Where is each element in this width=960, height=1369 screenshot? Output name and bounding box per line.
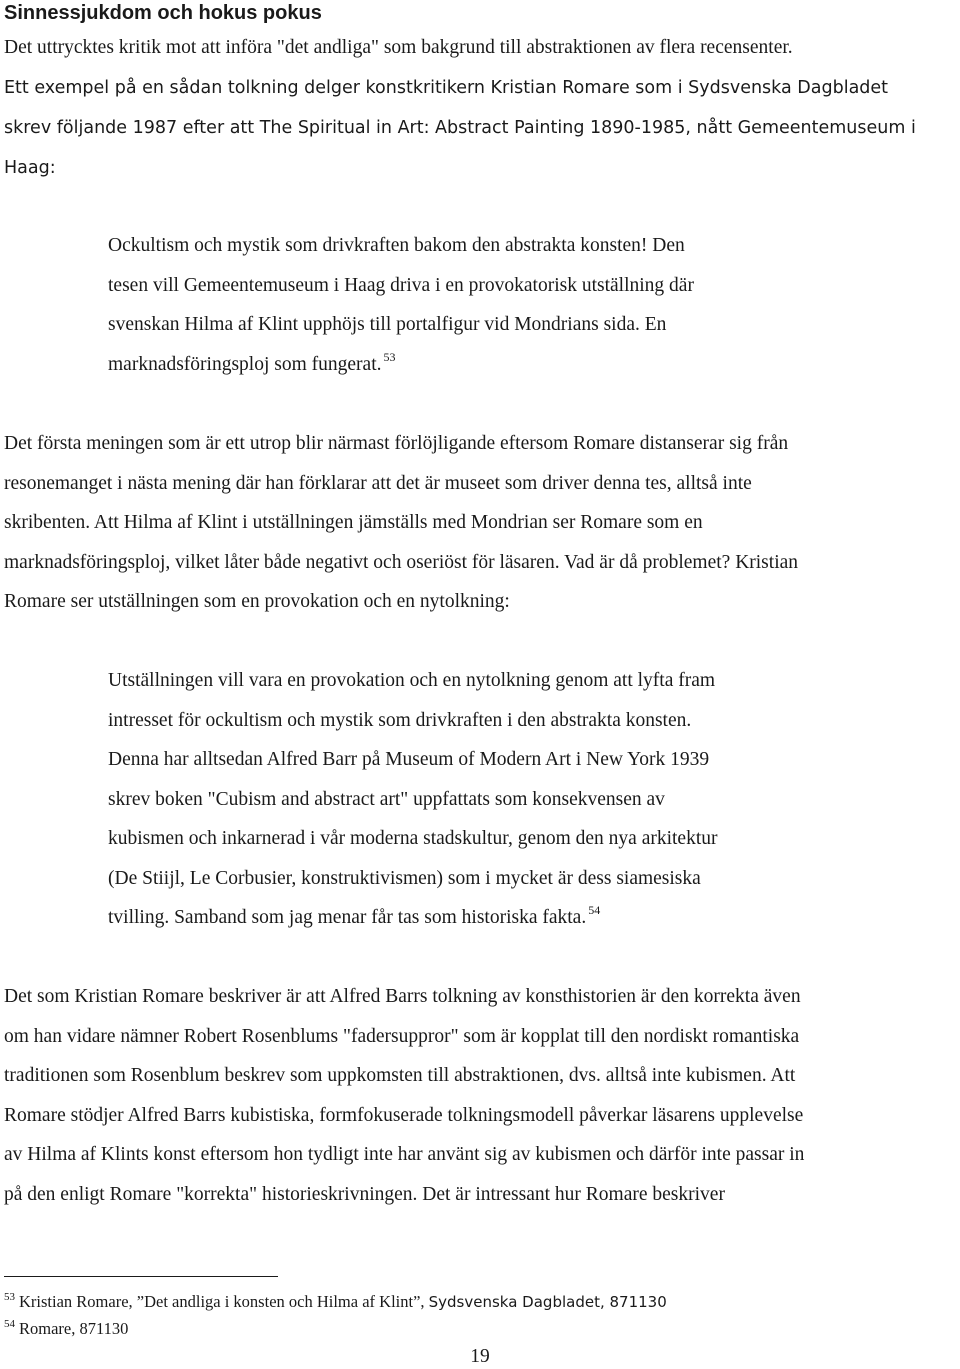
footnote-separator bbox=[4, 1276, 278, 1277]
footnote-ref-53[interactable]: 53 bbox=[383, 350, 396, 364]
footnote-ref-54[interactable]: 54 bbox=[588, 903, 601, 917]
paragraph-2-line-2: resonemanget i nästa mening där han förklarar att det är museet som driver denna tes, alltså inte bbox=[4, 473, 752, 494]
intro-paragraph-line-4: Haag: bbox=[4, 158, 56, 178]
paragraph-3-line-3: traditionen som Rosenblum beskrev som uppkomsten till abstraktionen, dvs. alltså inte kubismen. Att bbox=[4, 1065, 796, 1086]
footnote-54: $^{54}$ Romare, 871130 bbox=[4, 1318, 129, 1338]
intro-paragraph-line-3: skrev följande 1987 efter att The Spiritual in Art: Abstract Painting 1890-1985, nått Gemeentemuseum i bbox=[4, 118, 916, 138]
quote-2-line-3: Denna har alltsedan Alfred Barr på Museum of Modern Art i New York 1939 bbox=[108, 749, 710, 770]
intro-paragraph-line-2: Ett exempel på en sådan tolkning delger konstkritikern Kristian Romare som i Sydsvenska Dagbladet bbox=[4, 78, 889, 98]
paragraph-2-line-3: skribenten. Att Hilma af Klint i utställningen jämställs med Mondrian ser Romare som en bbox=[4, 512, 703, 533]
quote-2-line-7: tvilling. Samband som jag menar får tas som historiska fakta. $^{54}$ bbox=[108, 903, 601, 928]
quote-1-line-4: marknadsföringsploj som fungerat. $^{53}$ bbox=[108, 350, 396, 375]
section-heading: Sinnessjukdom och hokus pokus bbox=[4, 2, 322, 24]
quote-2-line-4: skrev boken "Cubism and abstract art" uppfattats som konsekvensen av bbox=[108, 789, 665, 810]
paragraph-3-line-5: av Hilma af Klints konst eftersom hon tydligt inte har använt sig av kubismen och därför inte passar in bbox=[4, 1144, 805, 1165]
paragraph-3-line-1: Det som Kristian Romare beskriver är att Alfred Barrs tolkning av konsthistorien är den korrekta även bbox=[4, 986, 801, 1007]
paragraph-2-line-4: marknadsföringsploj, vilket låter både negativt och oseriöst för läsaren. Vad är då problemet? Kristian bbox=[4, 552, 799, 573]
quote-2-line-2: intresset för ockultism och mystik som drivkraften i den abstrakta konsten. bbox=[108, 710, 692, 731]
paragraph-2-line-1: Det första meningen som är ett utrop blir närmast förlöjligande eftersom Romare distanserar sig från bbox=[4, 433, 789, 454]
paragraph-3-line-2: om han vidare nämner Robert Rosenblums "fadersuppror" som är kopplat till den nordiskt romantiska bbox=[4, 1026, 800, 1047]
quote-2-line-1: Utställningen vill vara en provokation och en nytolkning genom att lyfta fram bbox=[108, 670, 716, 691]
footnotes bbox=[4, 1286, 954, 1340]
footnote-53: $^{53}$ Kristian Romare, ”Det andliga i konsten och Hilma af Klint”, Sydsvenska Dagbladet, 871130 bbox=[4, 1291, 667, 1311]
paragraph-2-line-5: Romare ser utställningen som en provokation och en nytolkning: bbox=[4, 591, 510, 612]
quote-1-line-1: Ockultism och mystik som drivkraften bakom den abstrakta konsten! Den bbox=[108, 235, 685, 256]
page-number: 19 bbox=[470, 1346, 490, 1367]
quote-2-line-5: kubismen och inkarnerad i vår moderna stadskultur, genom den nya arkitektur bbox=[108, 828, 718, 849]
quote-1-line-2: tesen vill Gemeentemuseum i Haag driva i en provokatorisk utställning där bbox=[108, 275, 694, 296]
paragraph-3-line-4: Romare stödjer Alfred Barrs kubistiska, formfokuserade tolkningsmodell påverkar läsarens upplevelse bbox=[4, 1105, 804, 1126]
quote-1-line-3: svenskan Hilma af Klint upphöjs till portalfigur vid Mondrians sida. En bbox=[108, 314, 667, 335]
paragraph-3-line-6: på den enligt Romare "korrekta" historieskrivningen. Det är intressant hur Romare beskriver bbox=[4, 1184, 725, 1205]
quote-2-line-6: (De Stiijl, Le Corbusier, konstruktivismen) som i mycket är dess siamesiska bbox=[108, 868, 701, 889]
intro-paragraph-line-1: Det uttrycktes kritik mot att införa "det andliga" som bakgrund till abstraktionen av flera recensenter. bbox=[4, 37, 793, 58]
